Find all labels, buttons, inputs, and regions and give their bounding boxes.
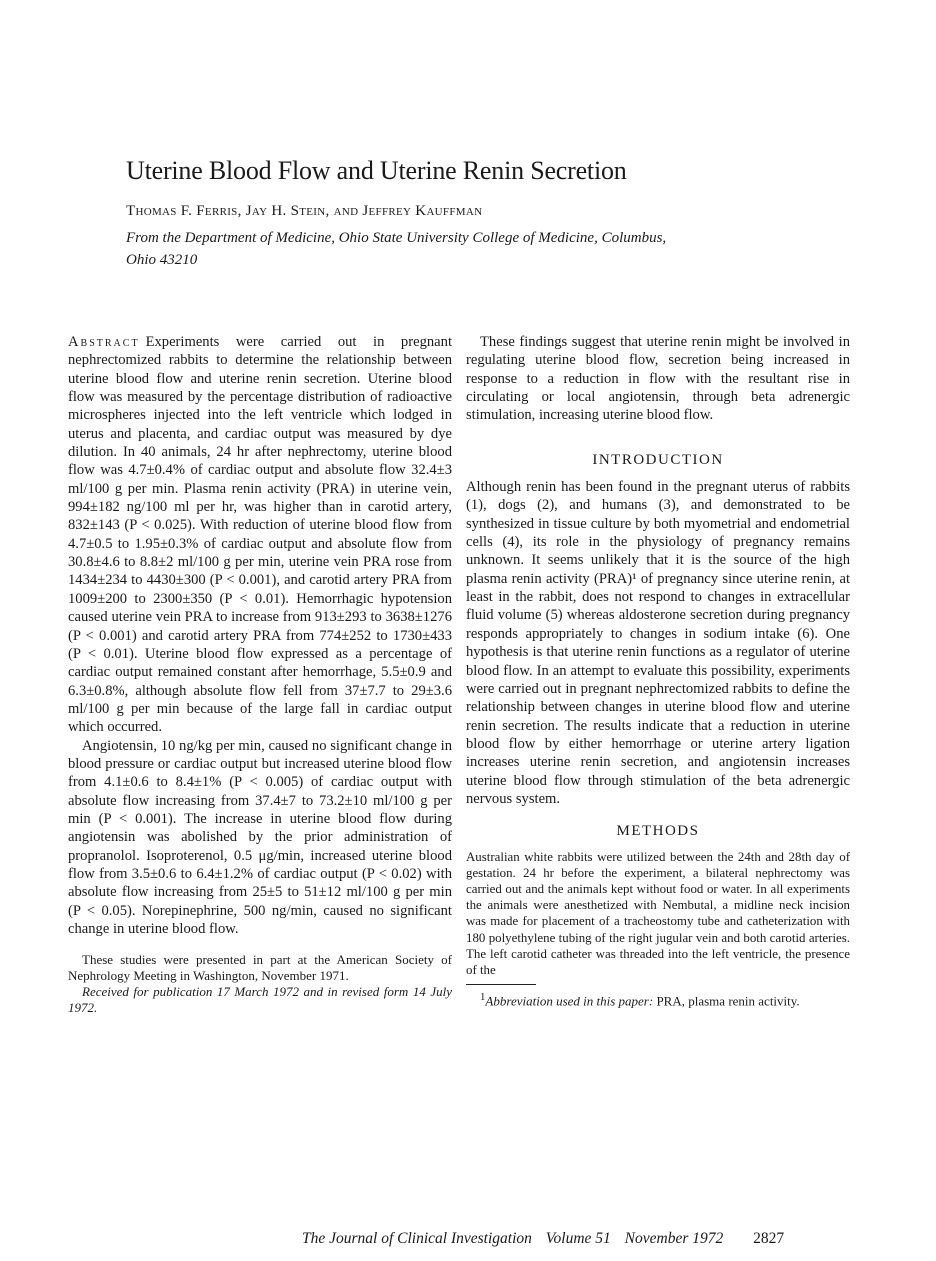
abbreviation-footnote: [466, 989, 850, 1009]
left-column: [68, 333, 452, 1016]
authors: Thomas F. Ferris, Jay H. Stein, and Jeffrey Kauffman: [126, 203, 483, 219]
abstract-paragraph-3: These findings suggest that uterine renin might be involved in regulating uterine blood flow, secretion being increased in response to a reduction in flow with the resultant rise in circulating or local angiotensin, through beta adrenergic stimulation, increasing uterine blood flow.: [466, 334, 850, 424]
methods-text: Australian white rabbits were utilized between the 24th and 28th day of gestation. 24 hr before the experiment, a bilateral nephrectomy was carried out and the animals kept without food or water. In all experiments the animals were anesthetized with Nembutal, a midline neck incision was made for placement of a tracheostomy tube and catheterization with 180 polyethylene tubing of the right jugular vein and both carotid arteries. The left carotid catheter was threaded into the left ventricle, the presence of the: [466, 849, 850, 978]
journal-volume: Volume 51: [545, 1230, 611, 1247]
paper-title: Uterine Blood Flow and Uterine Renin Secretion: [126, 156, 627, 185]
page-footer: [302, 1230, 794, 1248]
page-number: 2827: [753, 1230, 785, 1247]
footnote-divider: [466, 984, 536, 985]
right-column: [466, 333, 850, 1010]
affiliation: From the Department of Medicine, Ohio State University College of Medicine, Columbus, Ohio 43210: [126, 230, 667, 268]
left-footnotes: [68, 952, 452, 1016]
abstract-label: Abstract: [68, 334, 140, 350]
abstract-text-1: Experiments were carried out in pregnant nephrectomized rabbits to determine the relationship between uterine blood flow and uterine renin secretion. Uterine blood flow was measured by the percentage distribution of radioactive microspheres injected into the left ventricle which lodged in uterus and placenta, and cardiac output was measured by dye dilution. In 40 animals, 24 hr after nephrectomy, uterine blood flow was 4.7±0.4% of cardiac output and absolute flow 32.4±3 ml/100 g per min. Plasma renin activity (PRA) in uterine vein, 994±182 ng/100 ml per hr, was higher than in carotid artery, 832±143 (P < 0.025). With reduction of uterine blood flow from 4.7±0.5 to 1.95±0.3% of cardiac output and absolute flow from 30.8±4.6 to 8.8±2 ml/100 g per min, uterine vein PRA rose from 1434±234 to 4430±300 (P < 0.001), and carotid artery PRA from 1009±200 to 2300±350 (P < 0.01). Hemorrhagic hypotension caused uterine vein PRA to increase from 913±293 to 3638±1276 (P < 0.001) and carotid artery PRA from 774±252 to 1730±433 (P < 0.01). Uterine blood flow expressed as a percentage of cardiac output remained constant after hemorrhage, 5.5±0.9 and 6.3±0.8%, although absolute flow fell from 37±7.7 to 29±3.6 ml/100 g per min because of the large fall in cardiac output which occurred.: [68, 334, 452, 736]
footnote-label: Abbreviation used in this paper:: [485, 993, 654, 1009]
journal-date: November 1972: [624, 1230, 724, 1247]
footnote-mark: 1: [480, 991, 486, 1004]
presented-note: These studies were presented in part at the American Society of Nephrology Meeting in Washington, November 1971.: [68, 952, 452, 984]
introduction-heading: INTRODUCTION: [592, 451, 724, 468]
journal-name: The Journal of Clinical Investigation: [302, 1230, 532, 1247]
introduction-text: Although renin has been found in the pregnant uterus of rabbits (1), dogs (2), and humans (3), and demonstrated to be synthesized in tissue culture by both myometrial and endometrial cells (4), its role in the physiology of pregnancy remains unknown. It seems unlikely that it is the source of the high plasma renin activity (PRA)¹ of pregnancy since uterine renin, at least in the rabbit, does not respond to changes in extracellular fluid volume (5) whereas aldosterone secretion during pregnancy responds appropriately to changes in sodium intake (6). One hypothesis is that uterine renin functions as a regulator of uterine blood flow. In an attempt to evaluate this possibility, experiments were carried out in pregnant nephrectomized rabbits to define the relationship between changes in uterine blood flow and uterine renin secretion. The results indicate that a reduction in uterine blood flow by either hemorrhage or uterine artery ligation increases uterine renin secretion, and angiotensin increases uterine blood flow through stimulation of the beta adrenergic nervous system.: [466, 479, 850, 807]
abstract-paragraph-2: Angiotensin, 10 ng/kg per min, caused no significant change in blood pressure or cardiac output but increased uterine blood flow from 4.1±0.6 to 8.4±1% (P < 0.005) of cardiac output with absolute flow increasing from 37.4±7 to 73.2±10 ml/100 g per min (P < 0.001). The increase in uterine blood flow during angiotensin was abolished by the prior administration of propranolol. Isoproterenol, 0.5 μg/min, increased uterine blood flow from 3.5±0.6 to 6.4±1.2% of cardiac output (P < 0.02) with absolute flow increasing from 25±5 to 51±12 ml/100 g per min (P < 0.05). Norepinephrine, 500 ng/min, caused no significant change in uterine blood flow.: [68, 737, 452, 937]
abstract-paragraph-1: [68, 333, 452, 737]
footnote-text: PRA, plasma renin activity.: [656, 993, 800, 1009]
methods-heading: METHODS: [616, 823, 700, 840]
received-note: Received for publication 17 March 1972 and in revised form 14 July 1972.: [68, 984, 452, 1016]
